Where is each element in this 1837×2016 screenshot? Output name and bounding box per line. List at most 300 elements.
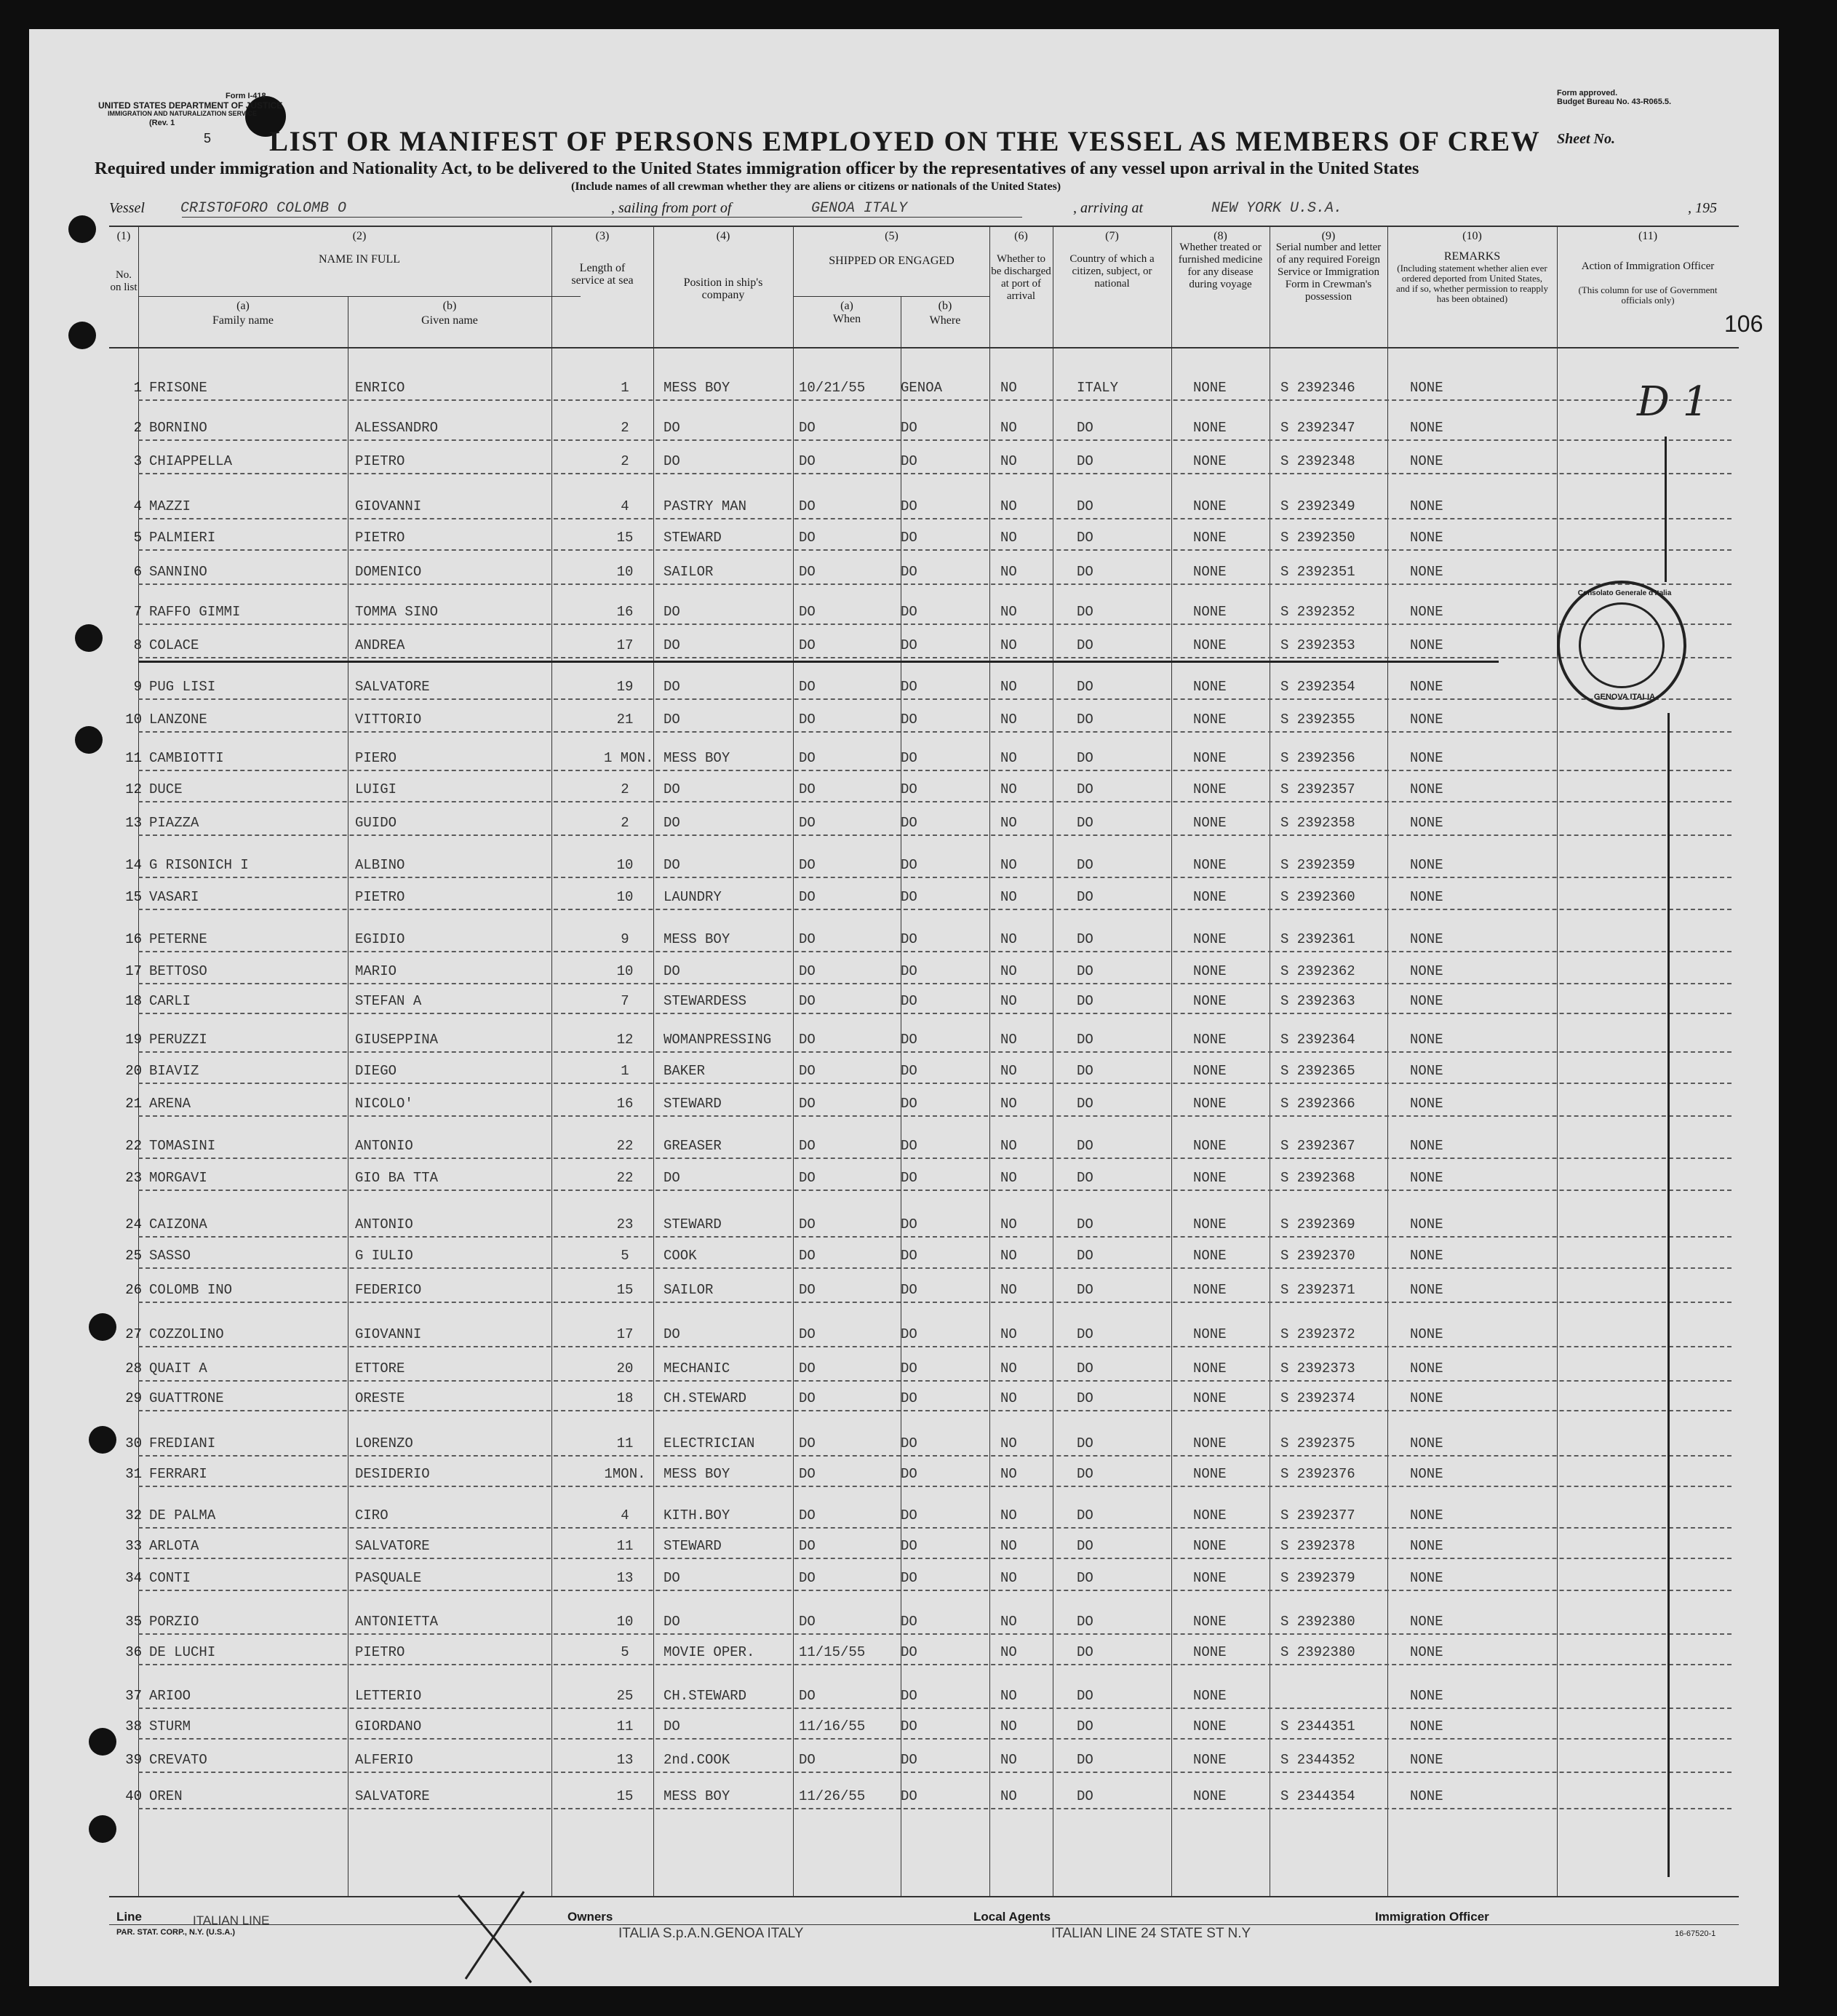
shipped-when-cell: 11/15/55 (799, 1644, 866, 1660)
action-bracket-line (1665, 437, 1667, 582)
medicine-cell: NONE (1193, 1688, 1227, 1704)
shipped-where-cell: DO (901, 453, 917, 469)
shipped-when-cell: DO (799, 1570, 816, 1586)
shipped-when-cell: DO (799, 1390, 816, 1406)
family-name-cell: COLACE (149, 637, 199, 653)
given-name-cell: STEFAN A (355, 993, 422, 1009)
service-cell: 13 (616, 1752, 634, 1768)
family-name-cell: PETERNE (149, 931, 207, 947)
position-cell: DO (664, 453, 680, 469)
serial-cell: S 2392358 (1280, 815, 1355, 831)
shipped-where-cell: DO (901, 1644, 917, 1660)
table-row (29, 1507, 1779, 1522)
family-name-cell: CARLI (149, 993, 191, 1009)
remarks-cell: NONE (1410, 1216, 1443, 1232)
family-name-cell: TOMASINI (149, 1138, 216, 1154)
col-8-number: (8) (1214, 230, 1227, 242)
row-divider (138, 518, 1732, 519)
name-subheader-rule (138, 296, 581, 297)
remarks-cell: NONE (1410, 1326, 1443, 1342)
shipped-when-cell: DO (799, 679, 816, 695)
position-cell: MESS BOY (664, 1788, 730, 1804)
service-cell: 1 (621, 1063, 629, 1079)
shipped-when-cell: DO (799, 1435, 816, 1451)
row-number: 16 (125, 931, 142, 947)
service-cell: 2 (621, 815, 629, 831)
country-cell: DO (1077, 1216, 1093, 1232)
row-divider (138, 583, 1732, 585)
given-name-cell: G IULIO (355, 1248, 413, 1264)
table-row (29, 420, 1779, 434)
shipped-when-cell: DO (799, 420, 816, 436)
table-row (29, 1248, 1779, 1262)
remarks-cell: NONE (1410, 781, 1443, 797)
table-row (29, 931, 1779, 946)
table-row (29, 1360, 1779, 1375)
given-name-cell: DESIDERIO (355, 1466, 430, 1482)
service-cell: 10 (616, 564, 634, 580)
shipped-when-cell: DO (799, 604, 816, 620)
vessel-line (109, 200, 1753, 217)
shipped-when-cell: DO (799, 1688, 816, 1704)
family-name-cell: STURM (149, 1718, 191, 1734)
position-cell: SAILOR (664, 1282, 714, 1298)
medicine-cell: NONE (1193, 815, 1227, 831)
given-name-cell: LUIGI (355, 781, 397, 797)
col-11-header: Action of Immigration Officer (1581, 260, 1715, 272)
row-number: 24 (125, 1216, 142, 1232)
family-name-cell: BORNINO (149, 420, 207, 436)
medicine-cell: NONE (1193, 931, 1227, 947)
given-name-cell: DIEGO (355, 1063, 397, 1079)
family-name-cell: DE LUCHI (149, 1644, 216, 1660)
col-1-header: No. on list (110, 269, 138, 293)
serial-cell: S 2392348 (1280, 453, 1355, 469)
remarks-cell: NONE (1410, 1170, 1443, 1186)
row-number: 22 (125, 1138, 142, 1154)
remarks-cell: NONE (1410, 420, 1443, 436)
row-divider (138, 1486, 1732, 1487)
position-cell: SAILOR (664, 564, 714, 580)
family-name-cell: ARIOO (149, 1688, 191, 1704)
discharge-cell: NO (1000, 1688, 1017, 1704)
discharge-cell: NO (1000, 564, 1017, 580)
table-header-bottom-rule (109, 347, 1739, 348)
handwritten-d1: D 1 (1637, 378, 1709, 426)
country-cell: DO (1077, 1096, 1093, 1112)
position-cell: DO (664, 781, 680, 797)
discharge-cell: NO (1000, 931, 1017, 947)
shipped-where-cell: GENOA (901, 380, 943, 396)
discharge-cell: NO (1000, 1248, 1017, 1264)
col-3-number: (3) (595, 230, 610, 242)
shipped-when-cell: DO (799, 1248, 816, 1264)
line-value: ITALIAN LINE (193, 1913, 270, 1927)
shipped-where-cell: DO (901, 889, 917, 905)
vessel-label: Vessel (109, 200, 145, 216)
service-name: IMMIGRATION AND NATURALIZATION SERVICE (108, 110, 257, 117)
shipped-when-cell: DO (799, 564, 816, 580)
service-cell: 17 (616, 637, 634, 653)
row-number: 7 (133, 604, 142, 620)
col-2a-number: (a) (236, 300, 250, 312)
officer-label: Immigration Officer (1375, 1910, 1489, 1924)
service-cell: 11 (616, 1538, 634, 1554)
table-row (29, 453, 1779, 468)
serial-cell: S 2344354 (1280, 1788, 1355, 1804)
shipped-when-cell: DO (799, 1096, 816, 1112)
medicine-cell: NONE (1193, 1170, 1227, 1186)
table-row (29, 750, 1779, 765)
country-cell: DO (1077, 1788, 1093, 1804)
remarks-cell: NONE (1410, 993, 1443, 1009)
printer-line: PAR. STAT. CORP., N.Y. (U.S.A.) (116, 1928, 235, 1937)
row-number: 12 (125, 781, 142, 797)
table-row (29, 1326, 1779, 1341)
punch-hole (89, 1815, 116, 1843)
service-cell: 15 (616, 1282, 634, 1298)
medicine-cell: NONE (1193, 1138, 1227, 1154)
discharge-cell: NO (1000, 1570, 1017, 1586)
shipped-when-cell: DO (799, 815, 816, 831)
service-cell: 17 (616, 1326, 634, 1342)
discharge-cell: NO (1000, 1216, 1017, 1232)
country-cell: DO (1077, 420, 1093, 436)
serial-cell: S 2392375 (1280, 1435, 1355, 1451)
form-approved: Form approved. (1557, 89, 1618, 97)
row-divider (138, 1808, 1732, 1809)
family-name-cell: CHIAPPELLA (149, 453, 233, 469)
shipped-when-cell: DO (799, 1032, 816, 1048)
row-number: 40 (125, 1788, 142, 1804)
medicine-cell: NONE (1193, 1216, 1227, 1232)
serial-cell: S 2392349 (1280, 498, 1355, 514)
medicine-cell: NONE (1193, 530, 1227, 546)
position-cell: DO (664, 637, 680, 653)
table-row (29, 1570, 1779, 1585)
shipped-where-cell: DO (901, 1282, 917, 1298)
family-name-cell: PERUZZI (149, 1032, 207, 1048)
medicine-cell: NONE (1193, 453, 1227, 469)
service-cell: 18 (616, 1390, 634, 1406)
shipped-where-cell: DO (901, 815, 917, 831)
serial-cell: S 2392352 (1280, 604, 1355, 620)
family-name-cell: VASARI (149, 889, 199, 905)
serial-cell: S 2392368 (1280, 1170, 1355, 1186)
remarks-cell: NONE (1410, 1570, 1443, 1586)
country-cell: DO (1077, 1170, 1093, 1186)
serial-cell: S 2392357 (1280, 781, 1355, 797)
shipped-where-cell: DO (901, 1718, 917, 1734)
position-cell: DO (664, 1614, 680, 1630)
position-cell: DO (664, 1718, 680, 1734)
medicine-cell: NONE (1193, 857, 1227, 873)
shipped-when-cell: 11/16/55 (799, 1718, 866, 1734)
country-cell: DO (1077, 604, 1093, 620)
row-divider (138, 801, 1732, 802)
country-cell: DO (1077, 1752, 1093, 1768)
remarks-cell: NONE (1410, 1032, 1443, 1048)
row-number: 39 (125, 1752, 142, 1768)
family-name-cell: CAMBIOTTI (149, 750, 224, 766)
punch-hole (68, 215, 96, 243)
family-name-cell: FREDIANI (149, 1435, 216, 1451)
medicine-cell: NONE (1193, 750, 1227, 766)
row-divider (138, 877, 1732, 878)
serial-cell: S 2392355 (1280, 712, 1355, 728)
sailing-label: , sailing from port of (611, 200, 732, 216)
shipped-where-cell: DO (901, 1248, 917, 1264)
table-row (29, 1688, 1779, 1702)
remarks-cell: NONE (1410, 1282, 1443, 1298)
row-number: 10 (125, 712, 142, 728)
position-cell: WOMANPRESSING (664, 1032, 772, 1048)
serial-cell: S 2392359 (1280, 857, 1355, 873)
shipped-when-cell: DO (799, 931, 816, 947)
row-divider (138, 1267, 1732, 1269)
position-cell: MESS BOY (664, 1466, 730, 1482)
shipped-where-cell: DO (901, 857, 917, 873)
table-row (29, 1032, 1779, 1046)
service-cell: 12 (616, 1032, 634, 1048)
family-name-cell: COZZOLINO (149, 1326, 224, 1342)
row-number: 21 (125, 1096, 142, 1112)
serial-cell: S 2392347 (1280, 420, 1355, 436)
remarks-cell: NONE (1410, 637, 1443, 653)
family-name-cell: QUAIT A (149, 1360, 207, 1376)
remarks-cell: NONE (1410, 712, 1443, 728)
remarks-cell: NONE (1410, 1718, 1443, 1734)
remarks-cell: NONE (1410, 1688, 1443, 1704)
row-number: 9 (133, 679, 142, 695)
serial-cell: S 2392362 (1280, 963, 1355, 979)
row-number: 28 (125, 1360, 142, 1376)
remarks-cell: NONE (1410, 931, 1443, 947)
form-number: Form I-418 (226, 92, 266, 100)
row-number: 27 (125, 1326, 142, 1342)
row-number: 14 (125, 857, 142, 873)
remarks-cell: NONE (1410, 498, 1443, 514)
manifest-title: LIST OR MANIFEST OF PERSONS EMPLOYED ON THE VESSEL AS MEMBERS OF CREW (269, 126, 1541, 157)
given-name-cell: LETTERIO (355, 1688, 422, 1704)
given-name-cell: TOMMA SINO (355, 604, 439, 620)
country-cell: DO (1077, 453, 1093, 469)
discharge-cell: NO (1000, 1063, 1017, 1079)
shipped-when-cell: DO (799, 1170, 816, 1186)
discharge-cell: NO (1000, 963, 1017, 979)
discharge-cell: NO (1000, 1096, 1017, 1112)
row-number: 26 (125, 1282, 142, 1298)
discharge-cell: NO (1000, 1282, 1017, 1298)
shipped-when-cell: DO (799, 993, 816, 1009)
row-number: 3 (133, 453, 142, 469)
position-cell: DO (664, 963, 680, 979)
manifest-sheet (29, 29, 1779, 1986)
owners-value: ITALIA S.p.A.N.GENOA ITALY (618, 1926, 804, 1941)
serial-cell: S 2392354 (1280, 679, 1355, 695)
col-2a-header: Family name (212, 314, 274, 327)
service-cell: 11 (616, 1435, 634, 1451)
shipped-when-cell: DO (799, 530, 816, 546)
row-divider (138, 1590, 1732, 1591)
discharge-cell: NO (1000, 1032, 1017, 1048)
service-cell: 5 (621, 1644, 629, 1660)
country-cell: DO (1077, 1570, 1093, 1586)
discharge-cell: NO (1000, 1507, 1017, 1523)
medicine-cell: NONE (1193, 679, 1227, 695)
table-row (29, 679, 1779, 693)
row-divider (138, 1410, 1732, 1411)
row-number: 17 (125, 963, 142, 979)
serial-cell: S 2392350 (1280, 530, 1355, 546)
discharge-cell: NO (1000, 889, 1017, 905)
shipped-where-cell: DO (901, 712, 917, 728)
service-cell: 2 (621, 453, 629, 469)
col-1-number: (1) (116, 230, 131, 242)
medicine-cell: NONE (1193, 637, 1227, 653)
row-number: 31 (125, 1466, 142, 1482)
col-2-header: NAME IN FULL (319, 253, 400, 266)
given-name-cell: ANTONIO (355, 1216, 413, 1232)
row-divider (138, 1633, 1732, 1635)
table-row (29, 530, 1779, 544)
shipped-where-cell: DO (901, 993, 917, 1009)
service-cell: 5 (621, 1248, 629, 1264)
position-cell: MOVIE OPER. (664, 1644, 755, 1660)
service-cell: 20 (616, 1360, 634, 1376)
col-5b-header: Where (929, 314, 961, 327)
shipped-where-cell: DO (901, 963, 917, 979)
shipped-when-cell: DO (799, 453, 816, 469)
table-row (29, 1752, 1779, 1766)
medicine-cell: NONE (1193, 889, 1227, 905)
given-name-cell: ENRICO (355, 380, 405, 396)
serial-cell: S 2392379 (1280, 1570, 1355, 1586)
family-name-cell: FRISONE (149, 380, 207, 396)
table-row (29, 1138, 1779, 1152)
col-2b-header: Given name (421, 314, 478, 327)
stamp-bottom-text: GENOVA ITALIA (1593, 693, 1656, 701)
table-row (29, 1170, 1779, 1184)
col-5a-header: When (832, 313, 861, 325)
shipped-when-cell: DO (799, 637, 816, 653)
discharge-cell: NO (1000, 1360, 1017, 1376)
discharge-cell: NO (1000, 993, 1017, 1009)
position-cell: CH.STEWARD (664, 1688, 747, 1704)
given-name-cell: SALVATORE (355, 679, 430, 695)
col-10-number: (10) (1462, 230, 1482, 242)
family-name-cell: DE PALMA (149, 1507, 216, 1523)
table-row (29, 1718, 1779, 1733)
family-name-cell: FERRARI (149, 1466, 207, 1482)
position-cell: DO (664, 1570, 680, 1586)
row-divider (138, 473, 1732, 474)
position-cell: STEWARD (664, 1216, 722, 1232)
family-name-cell: RAFFO GIMMI (149, 604, 241, 620)
col-4-number: (4) (716, 230, 730, 242)
discharge-cell: NO (1000, 815, 1017, 831)
remarks-cell: NONE (1410, 530, 1443, 546)
remarks-cell: NONE (1410, 1435, 1443, 1451)
country-cell: DO (1077, 1138, 1093, 1154)
col-6-header: Whether to be discharged at port of arrival (991, 253, 1051, 302)
service-cell: 9 (621, 931, 629, 947)
service-cell: 19 (616, 679, 634, 695)
position-cell: MESS BOY (664, 380, 730, 396)
family-name-cell: PORZIO (149, 1614, 199, 1630)
discharge-cell: NO (1000, 1614, 1017, 1630)
row-divider (138, 1190, 1732, 1191)
medicine-cell: NONE (1193, 1248, 1227, 1264)
shipped-where-cell: DO (901, 637, 917, 653)
row-number: 5 (133, 530, 142, 546)
row-number: 11 (125, 750, 142, 766)
remarks-cell: NONE (1410, 564, 1443, 580)
shipped-when-cell: DO (799, 1466, 816, 1482)
table-bottom-rule (109, 1896, 1739, 1897)
serial-cell: S 2392366 (1280, 1096, 1355, 1112)
position-cell: COOK (664, 1248, 697, 1264)
col-5a-number: (a) (840, 300, 853, 312)
position-cell: DO (664, 604, 680, 620)
service-cell: 1 MON. (604, 750, 654, 766)
shipped-when-cell: DO (799, 1326, 816, 1342)
given-name-cell: ALESSANDRO (355, 420, 439, 436)
shipped-where-cell: DO (901, 1688, 917, 1704)
sheet-label: Sheet No. (1557, 131, 1615, 147)
row-number: 20 (125, 1063, 142, 1079)
shipped-when-cell: DO (799, 712, 816, 728)
medicine-cell: NONE (1193, 1326, 1227, 1342)
shipped-where-cell: DO (901, 1096, 917, 1112)
row-divider (138, 951, 1732, 952)
service-cell: 22 (616, 1138, 634, 1154)
service-cell: 2 (621, 781, 629, 797)
country-cell: DO (1077, 637, 1093, 653)
discharge-cell: NO (1000, 1170, 1017, 1186)
row-number: 30 (125, 1435, 142, 1451)
footer-rule (109, 1924, 1739, 1925)
given-name-cell: ANDREA (355, 637, 405, 653)
family-name-cell: MAZZI (149, 498, 191, 514)
family-name-cell: BETTOSO (149, 963, 207, 979)
medicine-cell: NONE (1193, 993, 1227, 1009)
col-5-header: SHIPPED OR ENGAGED (829, 255, 955, 267)
remarks-cell: NONE (1410, 380, 1443, 396)
position-cell: ELECTRICIAN (664, 1435, 755, 1451)
serial-cell: S 2344351 (1280, 1718, 1355, 1734)
medicine-cell: NONE (1193, 1538, 1227, 1554)
shipped-when-cell: DO (799, 963, 816, 979)
row-divider (138, 1115, 1732, 1117)
country-cell: DO (1077, 750, 1093, 766)
x-mark (451, 1888, 538, 1986)
given-name-cell: GIUSEPPINA (355, 1032, 439, 1048)
col-4-header: Position in ship's company (683, 276, 763, 301)
shipped-when-cell: DO (799, 1614, 816, 1630)
serial-cell: S 2392370 (1280, 1248, 1355, 1264)
shipped-where-cell: DO (901, 1752, 917, 1768)
table-row (29, 604, 1779, 618)
service-cell: 1 (621, 380, 629, 396)
row-number: 23 (125, 1170, 142, 1186)
shipped-when-cell: DO (799, 1138, 816, 1154)
col-7-number: (7) (1105, 230, 1119, 242)
shipped-when-cell: DO (799, 1216, 816, 1232)
given-name-cell: PIETRO (355, 1644, 405, 1660)
service-cell: 25 (616, 1688, 634, 1704)
service-cell: 15 (616, 1788, 634, 1804)
